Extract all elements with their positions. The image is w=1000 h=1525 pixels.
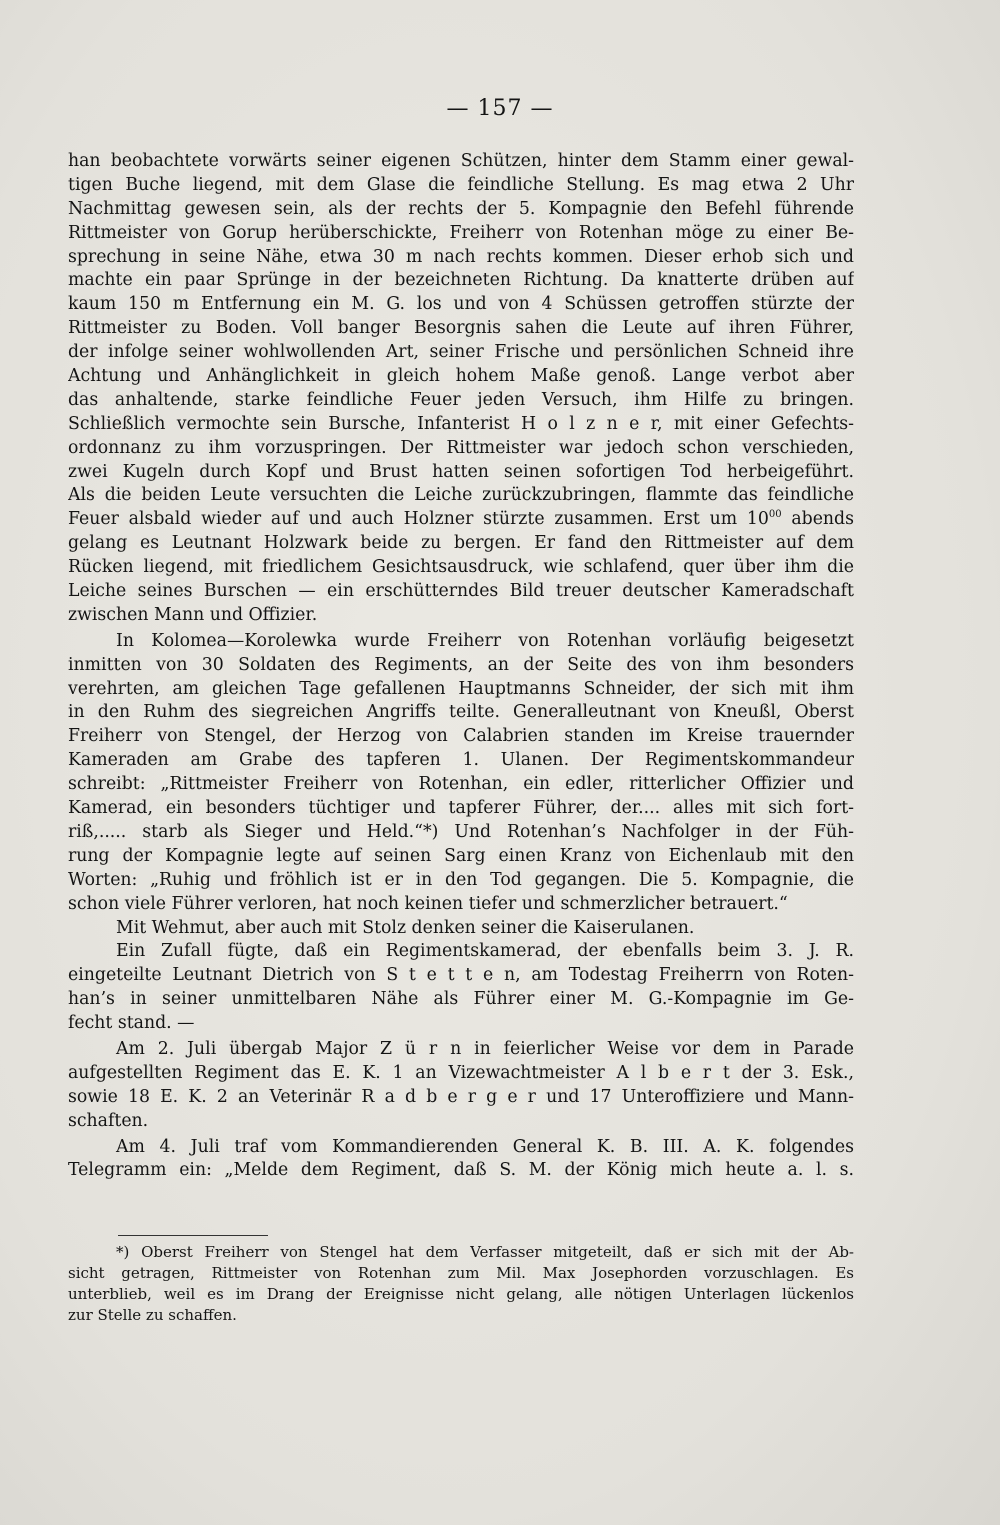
footnote-line: unterblieb, weil es im Drang der Ereignisse nicht gelang, alle nötigen Unterlagen lückenlos bbox=[68, 1285, 854, 1303]
text-line: machte ein paar Sprünge in der bezeichneten Richtung. Da knatterte drüben auf bbox=[68, 270, 854, 291]
text-line: schon viele Führer verloren, hat noch keinen tiefer und schmerzlicher betrauert.“ bbox=[68, 893, 788, 914]
text-line: Kamerad, ein besonders tüchtiger und tapferer Führer, der.... alles mit sich fort- bbox=[68, 798, 854, 819]
text-line: In Kolomea—Korolewka wurde Freiherr von Rotenhan vorläufig beigesetzt bbox=[116, 630, 854, 651]
text-line: Schließlich vermochte sein Bursche, Infanterist H o l z n e r, mit einer Gefechts- bbox=[68, 413, 854, 434]
text-line: Ein Zufall fügte, daß ein Regimentskamerad, der ebenfalls beim 3. J. R. bbox=[116, 941, 854, 962]
text-line: Mit Wehmut, aber auch mit Stolz denken seiner die Kaiserulanen. bbox=[116, 917, 695, 938]
text-line: schreibt: „Rittmeister Freiherr von Rotenhan, ein edler, ritterlicher Offizier und bbox=[68, 774, 854, 795]
text-line: Achtung und Anhänglichkeit in gleich hohem Maße genoß. Lange verbot aber bbox=[68, 366, 854, 387]
text-line: Freiherr von Stengel, der Herzog von Calabrien standen im Kreise trauernder bbox=[68, 726, 854, 747]
text-line: han beobachtete vorwärts seiner eigenen Schützen, hinter dem Stamm einer gewal- bbox=[68, 151, 854, 171]
text-line: Am 4. Juli traf vom Kommandierenden General K. B. III. A. K. folgendes bbox=[116, 1136, 854, 1157]
text-line: Worten: „Ruhig und fröhlich ist er in den Tod gegangen. Die 5. Kompagnie, die bbox=[68, 869, 854, 890]
main-text bbox=[68, 150, 854, 1183]
footnote-divider bbox=[118, 1235, 268, 1236]
text-line: kaum 150 m Entfernung ein M. G. los und von 4 Schüssen getroffen stürzte der bbox=[68, 294, 854, 315]
page-number: — 157 — bbox=[446, 96, 554, 121]
text-segment: Feuer alsbald wieder auf und auch Holzner stürzte zusammen. Erst um 10 bbox=[68, 509, 769, 530]
text-line: fecht stand. — bbox=[68, 1013, 195, 1034]
text-line: sprechung in seine Nähe, etwa 30 m nach rechts kommen. Dieser erhob sich und bbox=[68, 246, 854, 267]
text-line: Rücken liegend, mit friedlichem Gesichtsausdruck, wie schlafend, quer über ihm die bbox=[68, 557, 854, 578]
text-line: Am 2. Juli übergab Major Z ü r n in feierlicher Weise vor dem in Parade bbox=[116, 1038, 854, 1059]
text-line: Rittmeister von Gorup herüberschickte, Freiherr von Rotenhan möge zu einer Be- bbox=[68, 222, 854, 243]
text-line: zwischen Mann und Offizier. bbox=[68, 604, 318, 625]
text-line: riß,..... starb als Sieger und Held.“*) Und Rotenhan’s Nachfolger in der Füh- bbox=[68, 821, 854, 842]
text-line: sowie 18 E. K. 2 an Veterinär R a d b e r g e r und 17 Unteroffiziere und Mann- bbox=[68, 1086, 854, 1107]
text-line: Telegramm ein: „Melde dem Regiment, daß S. M. der König mich heute a. l. s. bbox=[68, 1160, 854, 1181]
text-line: Als die beiden Leute versuchten die Leiche zurückzubringen, flammte das feindliche bbox=[68, 485, 854, 506]
text-segment: abends bbox=[781, 509, 854, 530]
footnote-line: sicht getragen, Rittmeister von Rotenhan zum Mil. Max Josephorden vorzuschlagen. Es bbox=[68, 1264, 854, 1282]
text-line: zwei Kugeln durch Kopf und Brust hatten seinen sofortigen Tod herbeigeführt. bbox=[68, 461, 854, 482]
text-line: Leiche seines Burschen — ein erschütterndes Bild treuer deutscher Kameradschaft bbox=[68, 581, 854, 602]
text-line: der infolge seiner wohlwollenden Art, seiner Frische und persönlichen Schneid ihre bbox=[68, 342, 854, 363]
footnote-line: *) Oberst Freiherr von Stengel hat dem Verfasser mitgeteilt, daß er sich mit der Ab- bbox=[116, 1243, 854, 1261]
footnote bbox=[68, 1242, 854, 1326]
text-line: rung der Kompagnie legte auf seinen Sarg einen Kranz von Eichenlaub mit den bbox=[68, 845, 854, 866]
text-line: Rittmeister zu Boden. Voll banger Besorgnis sahen die Leute auf ihren Führer, bbox=[68, 318, 854, 339]
text-line: ordonnanz zu ihm vorzuspringen. Der Rittmeister war jedoch schon verschieden, bbox=[68, 437, 854, 458]
text-line: eingeteilte Leutnant Dietrich von S t e t t e n, am Todestag Freiherrn von Roten- bbox=[68, 965, 854, 986]
text-line: Nachmittag gewesen sein, als der rechts der 5. Kompagnie den Befehl führende bbox=[68, 198, 854, 219]
text-line: das anhaltende, starke feindliche Feuer jeden Versuch, ihm Hilfe zu bringen. bbox=[68, 389, 854, 410]
time-superscript: 00 bbox=[768, 509, 782, 521]
text-line: Kameraden am Grabe des tapferen 1. Ulanen. Der Regimentskommandeur bbox=[68, 750, 854, 771]
text-line: schaften. bbox=[68, 1110, 149, 1131]
text-line-time bbox=[68, 508, 854, 532]
text-line: tigen Buche liegend, mit dem Glase die feindliche Stellung. Es mag etwa 2 Uhr bbox=[68, 174, 854, 195]
text-line: aufgestellten Regiment das E. K. 1 an Vizewachtmeister A l b e r t der 3. Esk., bbox=[68, 1062, 854, 1083]
text-line: gelang es Leutnant Holzwark beide zu bergen. Er fand den Rittmeister auf dem bbox=[68, 533, 854, 554]
text-line: han’s in seiner unmittelbaren Nähe als Führer einer M. G.-Kompagnie im Ge- bbox=[68, 989, 854, 1010]
text-line: inmitten von 30 Soldaten des Regiments, an der Seite des von ihm besonders bbox=[68, 654, 854, 675]
text-line: verehrten, am gleichen Tage gefallenen Hauptmanns Schneider, der sich mit ihm bbox=[68, 678, 854, 699]
footnote-line: zur Stelle zu schaffen. bbox=[68, 1306, 237, 1324]
text-line: in den Ruhm des siegreichen Angriffs teilte. Generalleutnant von Kneußl, Oberst bbox=[68, 702, 854, 723]
